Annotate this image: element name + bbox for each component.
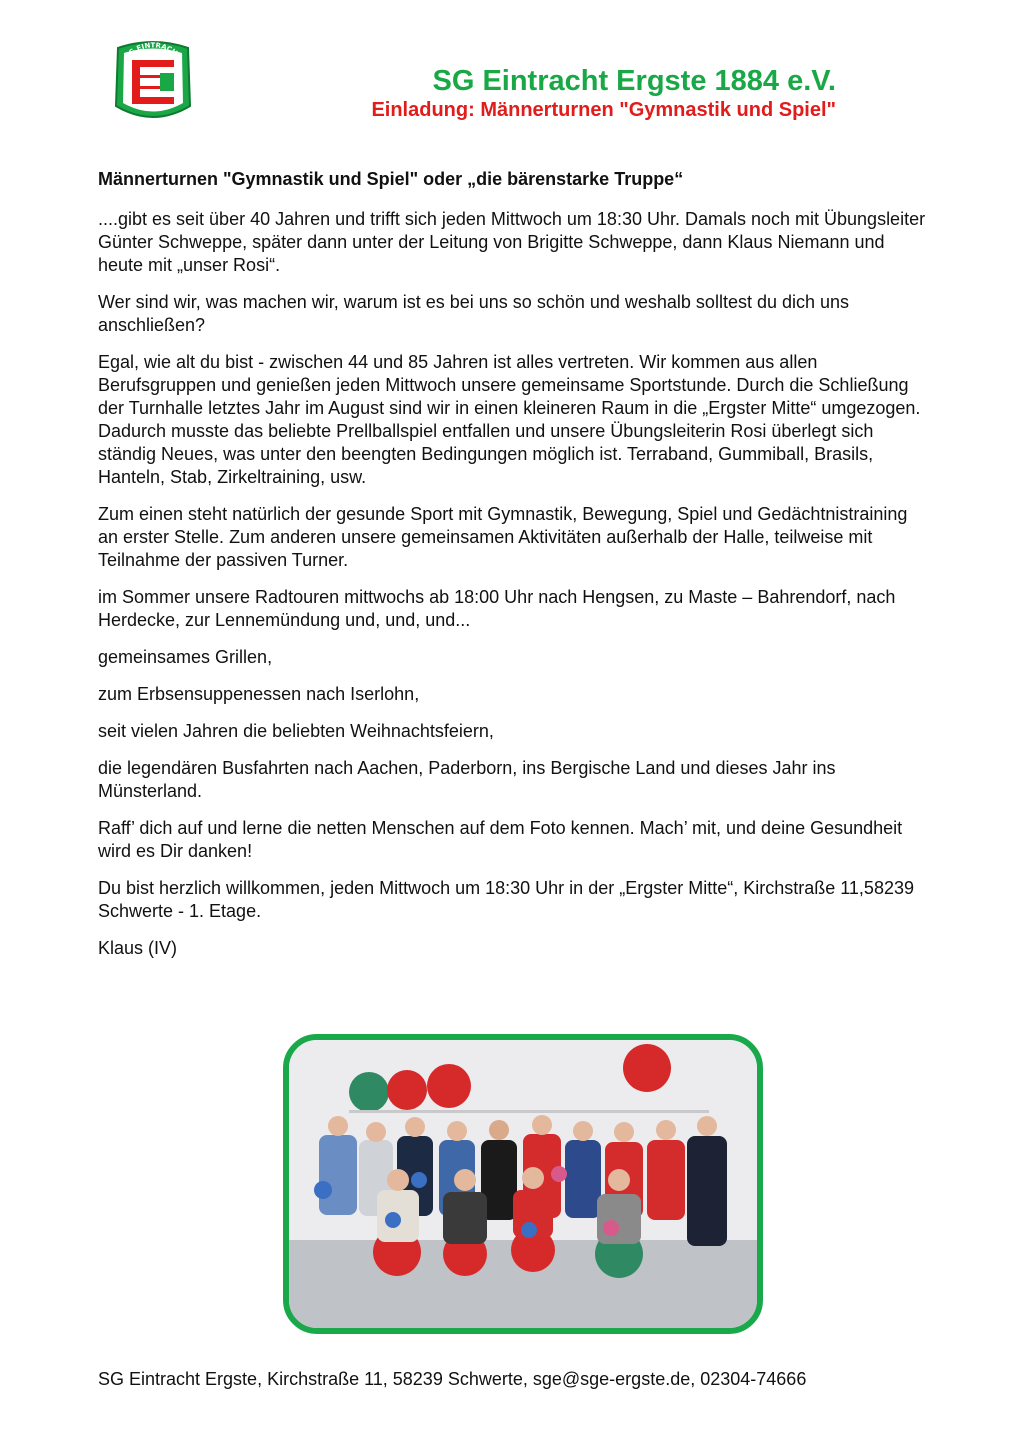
- signature: Klaus (IV): [98, 938, 178, 958]
- paragraph: Wer sind wir, was machen wir, warum ist es bei uns so schön und weshalb solltest du dich uns anschließen?: [98, 292, 850, 335]
- article-heading: Männerturnen "Gymnastik und Spiel" oder „die bärenstarke Truppe“: [98, 169, 684, 189]
- paragraph: die legendären Busfahrten nach Aachen, Paderborn, ins Bergische Land und dieses Jahr ins Münsterland.: [98, 758, 836, 801]
- article-body: [98, 168, 928, 974]
- club-logo: [108, 36, 198, 126]
- paragraph: ....gibt es seit über 40 Jahren und trifft sich jeden Mittwoch um 18:30 Uhr. Damals noch mit Übungsleiter Günter Schweppe, später dann unter der Leitung von Brigitte Schweppe, dann Klaus Niemann und heute mit „unser Rosi“.: [98, 209, 926, 275]
- group-photo-icon: [289, 1040, 757, 1328]
- group-photo: [283, 1034, 763, 1334]
- paragraph: seit vielen Jahren die beliebten Weihnachtsfeiern,: [98, 721, 494, 741]
- paragraph: gemeinsames Grillen,: [98, 647, 273, 667]
- paragraph: Du bist herzlich willkommen, jeden Mittwoch um 18:30 Uhr in der „Ergster Mitte“, Kirchstraße 11,58239 Schwerte - 1. Etage.: [98, 878, 914, 921]
- paragraph: Egal, wie alt du bist - zwischen 44 und 85 Jahren ist alles vertreten. Wir kommen aus allen Berufsgruppen und genießen jeden Mittwoch unsere gemeinsame Sportstunde. Durch die Schließung der Turnhalle letztes Jahr im August sind wir in einen kleineren Raum in die „Ergster Mitte“ umgezogen. Dadurch musste das beliebte Prellballspiel entfallen und unsere Übungsleiterin Rosi überlegt sich ständig Neues, was unter den beengten Bedingungen möglich ist. Terraband, Gummiball, Brasils, Hanteln, Stab, Zirkeltraining, usw.: [98, 352, 921, 487]
- paragraph: Zum einen steht natürlich der gesunde Sport mit Gymnastik, Bewegung, Spiel und Gedächtnistraining an erster Stelle. Zum anderen unsere gemeinsamen Aktivitäten außerhalb der Halle, teilweise mit Teilnahme der passiven Turner.: [98, 504, 908, 570]
- paragraph: im Sommer unsere Radtouren mittwochs ab 18:00 Uhr nach Hengsen, zu Maste – Bahrendorf, nach Herdecke, zur Lennemündung und, und, und...: [98, 587, 896, 630]
- footer-contact: SG Eintracht Ergste, Kirchstraße 11, 58239 Schwerte, sge@sge-ergste.de, 02304-74666: [98, 1369, 807, 1389]
- invitation-subtitle: Einladung: Männerturnen "Gymnastik und Spiel": [371, 99, 836, 121]
- letter-header: [371, 64, 836, 122]
- paragraph: Raff’ dich auf und lerne die netten Menschen auf dem Foto kennen. Mach’ mit, und deine Gesundheit wird es Dir danken!: [98, 818, 903, 861]
- club-name: SG Eintracht Ergste 1884 e.V.: [432, 65, 836, 97]
- paragraph: zum Erbsensuppenessen nach Iserlohn,: [98, 684, 420, 704]
- logo-bottom-text: ERGSTE 1884 e.V.: [124, 112, 182, 126]
- logo-top-text: SG EINTRACHT: [123, 41, 183, 61]
